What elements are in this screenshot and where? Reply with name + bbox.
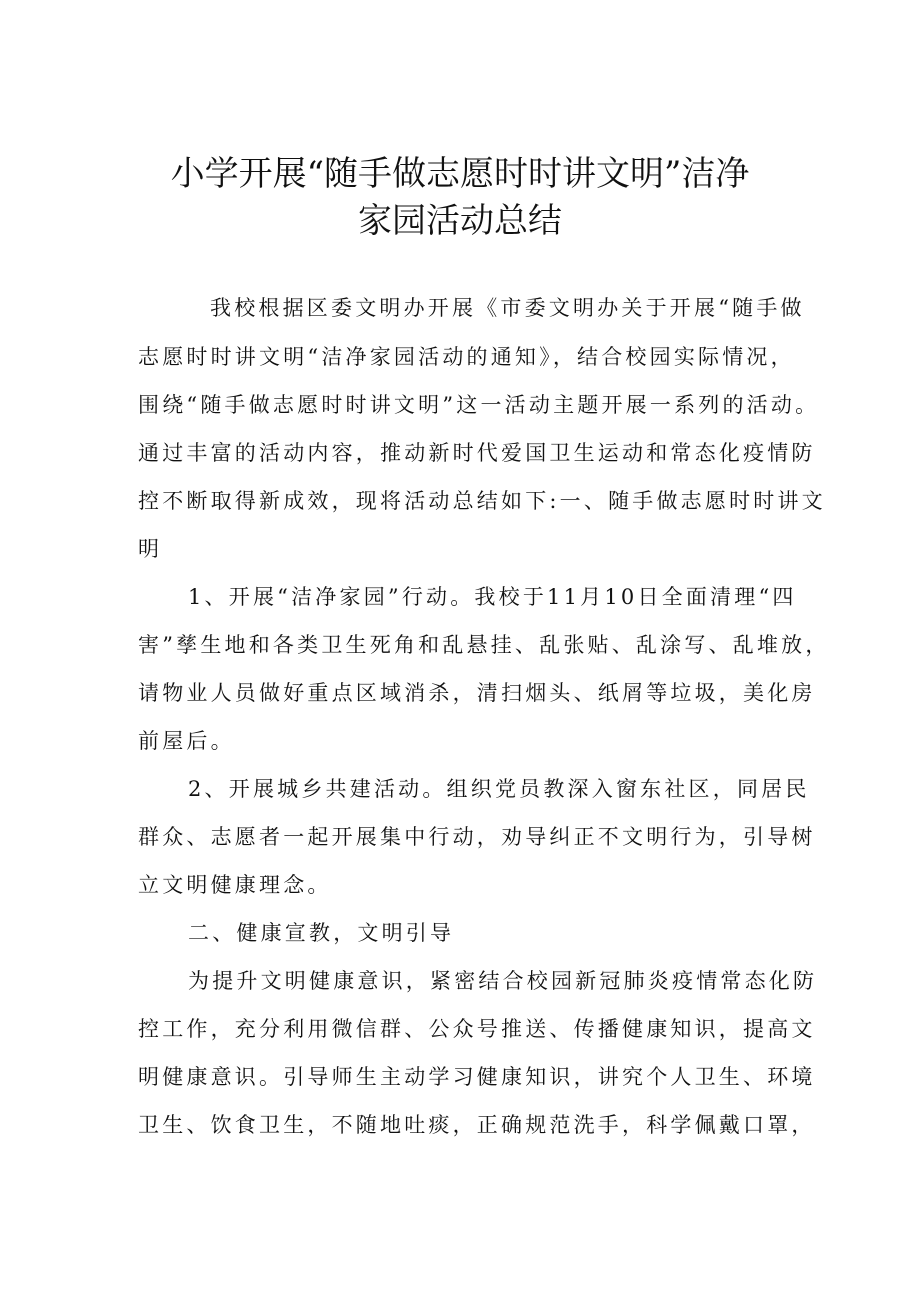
paragraph-line: 围绕“随手做志愿时时讲文明”这一活动主题开展一系列的活动。 xyxy=(138,393,820,417)
paragraph-line: 请物业人员做好重点区域消杀，清扫烟头、纸屑等垃圾，美化房 xyxy=(138,681,816,705)
paragraph-line: 1、开展“洁净家园”行动。我校于11月10日全面清理“四 xyxy=(188,585,797,609)
paragraph-line: 控工作，充分利用微信群、公众号推送、传播健康知识，提高文 xyxy=(138,1017,816,1041)
paragraph-line: 前屋后。 xyxy=(138,729,235,753)
paragraph-line: 控不断取得新成效，现将活动总结如下:一、随手做志愿时时讲文 xyxy=(138,489,826,513)
paragraph-line: 群众、志愿者一起开展集中行动，劝导纠正不文明行为，引导树 xyxy=(138,825,816,849)
paragraph-line: 我校根据区委文明办开展《市委文明办关于开展“随手做 xyxy=(210,296,805,320)
paragraph-line: 通过丰富的活动内容，推动新时代爱国卫生运动和常态化疫情防 xyxy=(138,441,816,465)
document-title-line-2: 家园活动总结 xyxy=(358,201,562,241)
section-heading: 二、健康宣教，文明引导 xyxy=(188,921,455,945)
paragraph-line: 志愿时时讲文明“洁净家园活动的通知》，结合校园实际情况， xyxy=(138,345,795,369)
paragraph-line: 明 xyxy=(138,537,163,561)
paragraph-line: 2、开展城乡共建活动。组织党员教深入窗东社区，同居民 xyxy=(188,777,810,801)
paragraph-line: 害”孳生地和各类卫生死角和乱悬挂、乱张贴、乱涂写、乱堆放， xyxy=(138,633,830,657)
paragraph-line: 为提升文明健康意识，紧密结合校园新冠肺炎疫情常态化防 xyxy=(188,969,818,993)
document-title-line-1: 小学开展“随手做志愿时时讲文明”洁净 xyxy=(170,154,750,194)
paragraph-line: 卫生、饮食卫生，不随地吐痰，正确规范洗手，科学佩戴口罩， xyxy=(138,1113,816,1137)
paragraph-line: 立文明健康理念。 xyxy=(138,873,332,897)
paragraph-line: 明健康意识。引导师生主动学习健康知识，讲究个人卫生、环境 xyxy=(138,1065,816,1089)
